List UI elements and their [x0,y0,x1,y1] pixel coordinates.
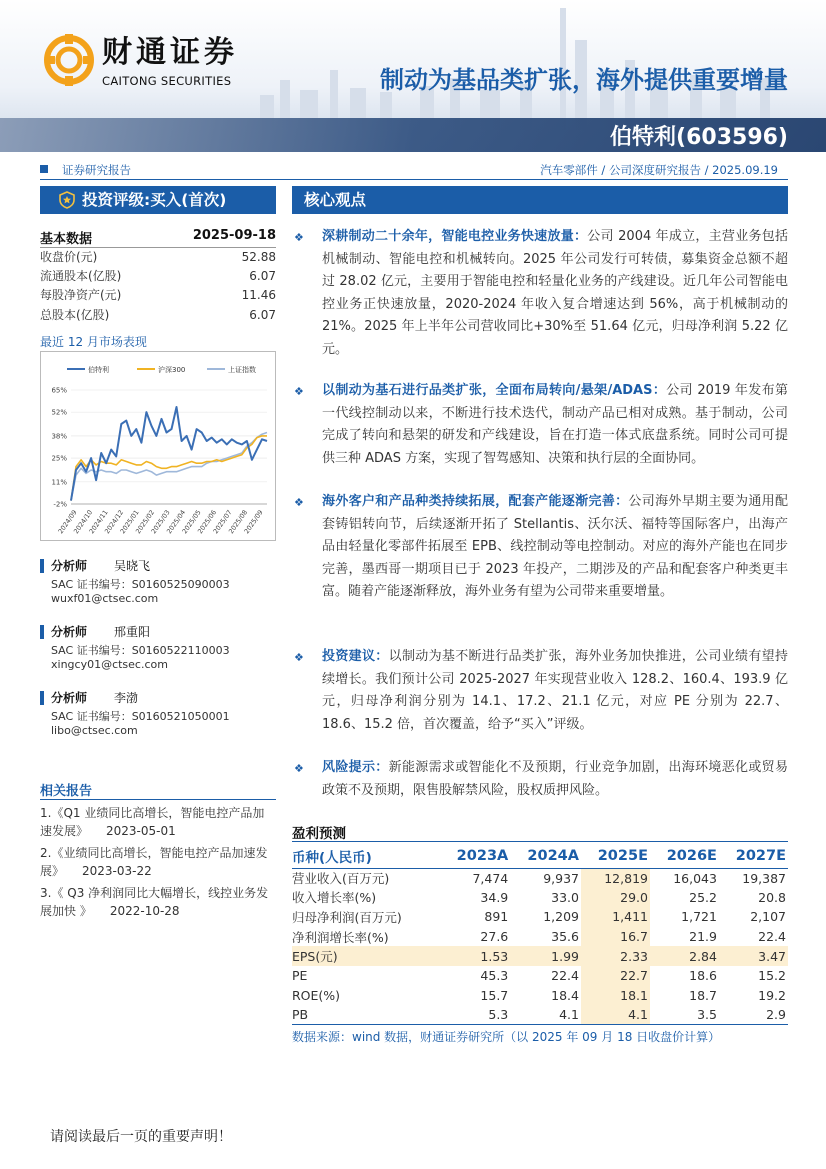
forecast-cell: PE [292,968,308,984]
forecast-row [292,888,788,908]
x-tick-label: 2024/09 [56,508,79,536]
forecast-cell: 22.7 [581,966,650,986]
forecast-cell: 18.7 [689,987,717,1003]
forecast-row [292,986,788,1006]
analyst-name: 吴晓飞 [114,559,151,573]
forecast-row [292,868,788,888]
report-headline: 制动为基品类扩张，海外提供重要增量 [380,66,788,94]
analyst-card [40,623,276,679]
coin-logo-icon [44,32,94,88]
analyst-marker [40,691,44,705]
series-line [71,436,267,501]
forecast-row [292,1005,788,1025]
forecast-cell: 16,043 [673,870,717,886]
report-header [0,0,826,158]
related-report-date: 2022-10-28 [109,904,180,918]
x-tick-label: 2024/12 [103,508,126,536]
key-point-text: 公司海外早期主要为通用配套铸铝转向节，后续逐渐开拓了 Stellantis、沃尔沃、福特等国际客户，出海产品由轻量化零部件拓展至 EPB、线控制动等电控制动。对应的海外产能也在同步完善，墨西哥一期项目已于 2023 年投产，二期涉及的产品和配套客户种类更丰富。随着产能逐渐释放，海外业务有望为公司带来重要增量。 [322,494,788,600]
related-report-link[interactable] [40,884,276,920]
forecast-cell: EPS(元) [292,946,440,966]
key-point-text: 公司 2004 年成立，主营业务包括机械制动、智能电控和机械转向。2025 年公司发行可转债，募集资金总额不超过 28.02 亿元，主要用于智能电控和轻量化业务的产线建设。近几年公司智能电控业务正快速放量，2020-2024 年收入复合增速达到 56%，高于机械制动的 21%。2025 年上半年公司营收同比+30%至 51.64 亿元，归母净利润 5.22 亿元。 [322,229,788,357]
shield-icon [58,191,76,209]
x-tick-label: 2025/07 [211,508,234,536]
analyst-card [40,557,276,613]
forecast-cell: 21.9 [689,929,717,945]
forecast-cell: 1,209 [543,909,579,925]
x-tick-label: 2025/06 [196,508,219,536]
y-tick-label: 25% [51,454,67,463]
x-tick-label: 2024/11 [87,508,110,536]
brand-logo [44,32,244,94]
forecast-cell: 45.3 [480,968,509,984]
key-point [292,380,788,470]
key-point-text: 新能源需求或智能化不及预期，行业竞争加剧，出海环境恶化或贸易政策不及预期，限售股解禁风险，股权质押风险。 [322,760,788,798]
forecast-cell: 18.4 [551,987,579,1003]
analyst-role: 分析师 [51,691,88,705]
section-square-icon [40,165,48,173]
legend-label: 上证指数 [228,366,256,374]
investment-rating [40,186,276,214]
forecast-cell: 22.4 [758,929,786,945]
related-report-text: 3.《 Q3 净利润同比大幅增长，线控业务发展加快 》 [40,886,269,918]
forecast-title: 盈利预测 [292,822,788,842]
analyst-email[interactable]: wuxf01@ctsec.com [51,592,159,605]
forecast-row [292,927,788,947]
forecast-cell: 3.5 [650,1005,719,1025]
forecast-cell: PB [292,1005,440,1025]
report-subbar [40,162,788,180]
diamond-bullet-icon: ❖ [294,762,304,775]
forecast-cell: 16.7 [581,927,650,947]
analyst-marker [40,625,44,639]
forecast-cell: 29.0 [581,888,650,908]
key-point-lead: 以制动为基石进行品类扩张，全面布局转向/悬架/ADAS： [322,383,667,398]
related-report-text: 2.《业绩同比高增长，智能电控产品加速发展》 [40,846,268,878]
forecast-table [292,844,788,1025]
basic-data-value: 6.07 [249,307,276,322]
basic-data-row [40,248,276,267]
basic-data-title: 基本数据 [40,232,93,247]
forecast-cell: 2.84 [650,946,719,966]
basic-data-row [40,267,276,286]
forecast-cell: 12,819 [581,868,650,888]
market-performance-chart [40,351,276,541]
related-report-link[interactable] [40,844,276,880]
analyst-name: 邢重阳 [114,625,151,639]
forecast-cell: 33.0 [551,889,579,905]
y-tick-label: -2% [53,500,67,509]
forecast-cell: 891 [484,909,509,925]
forecast-cell: 4.1 [581,1005,650,1025]
x-tick-label: 2025/08 [227,508,250,536]
forecast-cell: 净利润增长率(%) [292,929,389,945]
forecast-col-header: 2027E [719,844,788,868]
analyst-email[interactable]: xingcy01@ctsec.com [51,658,168,671]
analyst-sac: SAC 证书编号：S0160525090003 [51,578,230,591]
analyst-role: 分析师 [51,625,88,639]
analyst-email[interactable]: libo@ctsec.com [51,724,138,737]
forecast-source: 数据来源：wind 数据，财通证券研究所（以 2025 年 09 月 18 日收盘价计算） [292,1030,721,1044]
basic-data-label: 收盘价(元) [40,250,98,264]
forecast-cell: 19.2 [758,987,786,1003]
forecast-cell: 2.9 [719,1005,788,1025]
basic-data-date: 2025-09-18 [192,228,276,243]
analyst-card [40,689,276,745]
related-reports-title: 相关报告 [40,780,276,800]
diamond-bullet-icon: ❖ [294,651,304,664]
related-report-link[interactable] [40,804,276,840]
company-title: 伯特利(603596) [610,125,788,150]
forecast-cell: 35.6 [551,929,579,945]
analyst-sac: SAC 证书编号：S0160522110003 [51,644,230,657]
key-point [292,226,788,362]
forecast-cell: 34.9 [480,889,509,905]
rating-label: 投资评级:买入(首次) [82,191,227,209]
x-tick-label: 2025/05 [180,508,203,536]
brand-name-cn: 财通证券 [102,35,238,70]
forecast-cell: 15.7 [480,987,509,1003]
forecast-cell: 7,474 [472,870,509,886]
forecast-cell: 27.6 [480,929,509,945]
forecast-col-header: 2025E [581,844,650,868]
related-report-date: 2023-05-01 [106,824,176,838]
y-tick-label: 11% [51,478,67,487]
brand-name-en: CAITONG SECURITIES [102,74,232,88]
market-chart-title: 最近 12 月市场表现 [40,335,147,349]
forecast-cell: 9,937 [543,870,579,886]
legend-label: 沪深300 [158,366,186,374]
related-report-text: 1.《Q1 业绩同比高增长，智能电控产品加速发展》 [40,806,265,838]
breadcrumb: 汽车零部件 / 公司深度研究报告 / 2025.09.19 [540,163,778,177]
key-point-lead: 海外客户和产品种类持续拓展，配套产能逐渐完善： [322,494,629,509]
core-view-header: 核心观点 [292,186,788,214]
forecast-cell: 1,721 [681,909,717,925]
key-point [292,646,788,736]
y-tick-label: 65% [51,386,67,395]
x-tick-label: 2025/09 [242,508,265,536]
diamond-bullet-icon: ❖ [294,496,304,509]
forecast-cell: 1,411 [581,907,650,927]
forecast-header-row [292,844,788,868]
diamond-bullet-icon: ❖ [294,385,304,398]
forecast-cell: 18.6 [689,968,717,984]
key-point [292,757,788,802]
basic-data-label: 总股本(亿股) [40,307,110,322]
forecast-cell: 归母净利润(百万元) [292,909,402,925]
basic-data-panel [40,228,276,325]
forecast-cell: 2.33 [581,946,650,966]
basic-data-value: 52.88 [241,250,276,264]
forecast-cell: 3.47 [719,946,788,966]
disclaimer-note: 请阅读最后一页的重要声明！ [50,1129,232,1145]
market-line-chart [41,352,275,540]
forecast-cell: 19,387 [742,870,786,886]
forecast-cell: 1.53 [440,946,511,966]
basic-data-label: 流通股本(亿股) [40,269,122,284]
forecast-row [292,907,788,927]
forecast-cell: 25.2 [689,889,717,905]
forecast-col-header: 2026E [650,844,719,868]
key-point [292,491,788,604]
basic-data-row [40,286,276,305]
forecast-row [292,966,788,986]
diamond-bullet-icon: ❖ [294,231,304,244]
analyst-name: 李渤 [114,691,139,705]
key-point-lead: 投资建议： [322,649,389,664]
forecast-row-eps [292,946,788,966]
analyst-sac: SAC 证书编号：S0160521050001 [51,710,230,723]
key-point-text: 以制动为基不断进行品类扩张，海外业务加快推进，公司业绩有望持续增长。我们预计公司 2025-2027 年实现营业收入 128.2、160.4、193.9 亿元，归母净利润分别为 14.1、17.2、21.1 亿元，对应 PE 分别为 22.7、18.6、15.2 倍，首次覆盖，给予“买入”评级。 [322,649,788,732]
legend-label: 伯特利 [88,366,109,374]
forecast-cell: 18.1 [581,986,650,1006]
x-tick-label: 2024/10 [72,508,95,536]
forecast-col-header: 2023A [440,844,511,868]
x-tick-label: 2025/02 [134,508,157,536]
basic-data-row [40,306,276,325]
forecast-cell: 20.8 [758,889,786,905]
x-tick-label: 2025/01 [118,508,141,536]
forecast-col-header: 币种(人民币) [292,844,440,868]
y-tick-label: 38% [51,432,67,441]
section-label: 证券研究报告 [62,163,131,177]
forecast-cell: 2,107 [750,909,786,925]
key-point-lead: 风险提示： [322,760,389,775]
forecast-cell: ROE(%) [292,987,341,1003]
x-tick-label: 2025/03 [149,508,172,536]
forecast-cell: 5.3 [440,1005,511,1025]
forecast-cell: 1.99 [510,946,581,966]
forecast-cell: 营业收入(百万元) [292,871,390,887]
x-tick-label: 2025/04 [165,508,188,536]
forecast-cell: 22.4 [551,968,579,984]
forecast-cell: 4.1 [510,1005,581,1025]
basic-data-value: 6.07 [249,269,276,284]
key-point-text: 公司 2019 年发布第一代线控制动以来，不断进行技术迭代，制动产品已相对成熟。基于制动，公司完成了转向和悬架的研发和产线建设，旨在打造一体式底盘系统。同时公司可提供三种 ADAS 方案，实现了智驾感知、决策和执行层的全面协同。 [322,383,788,466]
forecast-col-header: 2024A [510,844,581,868]
key-point-lead: 深耕制动二十余年，智能电控业务快速放量： [322,229,588,244]
analyst-marker [40,559,44,573]
y-tick-label: 52% [51,408,67,417]
basic-data-header [40,228,276,248]
related-report-date: 2023-03-22 [82,864,152,878]
related-reports [40,780,276,920]
forecast-cell: 15.2 [758,968,786,984]
forecast-cell: 收入增长率(%) [292,890,377,906]
analyst-role: 分析师 [51,559,88,573]
basic-data-label: 每股净资产(元) [40,288,122,303]
basic-data-value: 11.46 [241,288,276,303]
